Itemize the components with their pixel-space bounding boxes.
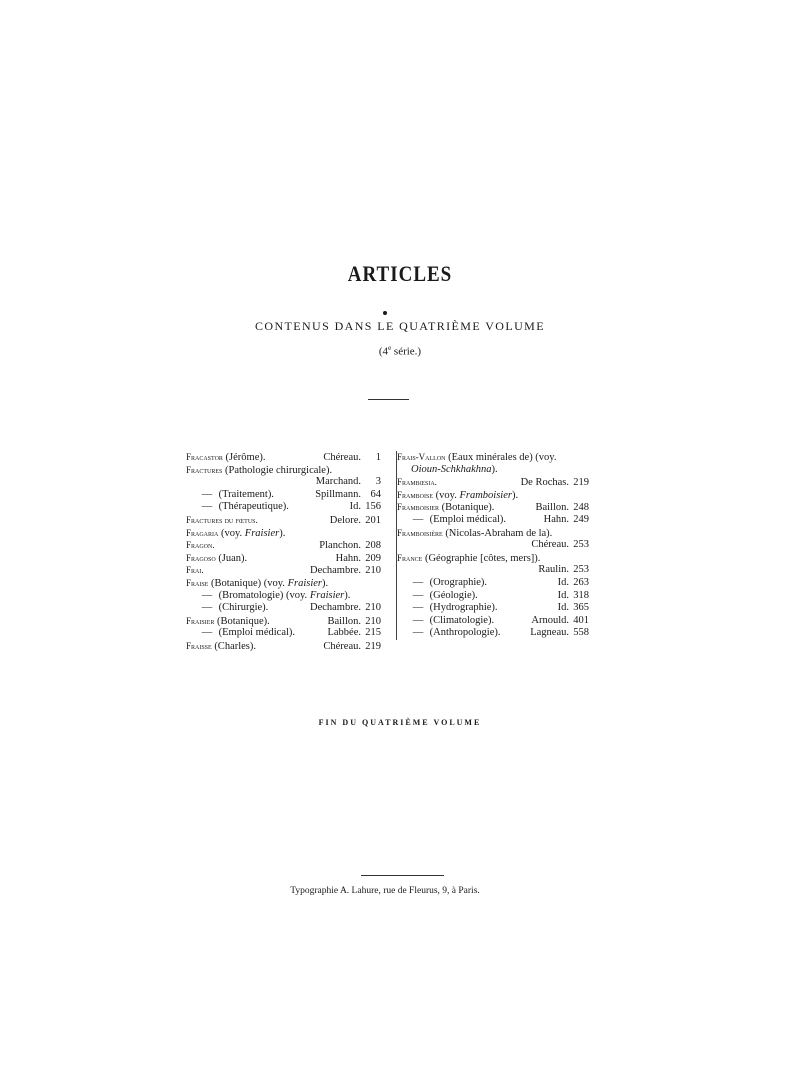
entry-author: Id. bbox=[349, 501, 361, 513]
entry-author: Hahn. bbox=[335, 552, 361, 564]
entry-author: Chéreau. bbox=[323, 640, 361, 652]
entry-subject: (Géologie). bbox=[427, 589, 478, 601]
index-entry bbox=[397, 627, 589, 640]
index-entry bbox=[186, 501, 381, 514]
entry-page: 210 bbox=[365, 615, 381, 627]
index-entry bbox=[397, 476, 589, 489]
entry-headword: Fraise bbox=[186, 577, 209, 588]
index-entry bbox=[186, 476, 381, 489]
entry-headword: Frambœsia. bbox=[397, 477, 437, 488]
entry-description bbox=[397, 464, 565, 477]
index-entry bbox=[186, 577, 381, 590]
entry-headword: Fraisse bbox=[186, 640, 212, 651]
index-entry bbox=[397, 590, 589, 603]
index-entry bbox=[397, 552, 589, 565]
entry-page: 558 bbox=[573, 627, 589, 639]
entry-headword: Fractures du fœtus. bbox=[186, 514, 258, 525]
entry-page: 253 bbox=[573, 564, 589, 576]
entry-headword: Framboise bbox=[397, 489, 434, 500]
series-suffix: série.) bbox=[391, 345, 422, 358]
series-prefix: (4 bbox=[378, 345, 389, 358]
entry-headword: Fractures bbox=[186, 464, 223, 475]
entry-description bbox=[397, 590, 554, 603]
entry-author: Baillon. bbox=[535, 502, 569, 514]
entry-headword: Framboisier bbox=[397, 502, 440, 513]
index-entry bbox=[397, 602, 589, 615]
entry-description bbox=[397, 615, 527, 628]
entry-description bbox=[397, 552, 565, 566]
entry-subject: (Hydrographie). bbox=[427, 602, 498, 614]
index-entry bbox=[186, 590, 381, 603]
page-title: ARTICLES bbox=[347, 262, 453, 287]
entry-description bbox=[186, 627, 323, 640]
entry-description bbox=[186, 564, 306, 578]
entry-description bbox=[186, 602, 306, 615]
entry-page: 215 bbox=[365, 627, 381, 639]
entry-subject: (Juan). bbox=[215, 552, 248, 564]
entry-author: Id. bbox=[557, 602, 569, 614]
entry-page: 208 bbox=[365, 540, 381, 552]
index-entry bbox=[186, 602, 381, 615]
entry-author: De Rochas. bbox=[520, 477, 569, 489]
divider-rule bbox=[368, 399, 409, 400]
entry-dash: — bbox=[412, 627, 424, 639]
entry-tail: ). bbox=[511, 489, 519, 501]
entry-subject: (Thérapeutique). bbox=[216, 501, 289, 513]
entry-description bbox=[186, 464, 357, 478]
entry-page: 219 bbox=[365, 640, 381, 652]
entry-description bbox=[397, 627, 526, 640]
entry-headword: Fragon. bbox=[186, 540, 215, 551]
entry-headword: Frai. bbox=[186, 565, 204, 576]
entry-description bbox=[397, 602, 554, 615]
entry-headword: Fraisier bbox=[186, 615, 215, 626]
entry-author: Hahn. bbox=[543, 513, 569, 525]
index-entry bbox=[186, 640, 381, 653]
index-entry bbox=[186, 527, 381, 540]
entry-page: 219 bbox=[573, 477, 589, 489]
index-column-left bbox=[186, 451, 381, 653]
entry-page: 210 bbox=[365, 602, 381, 614]
index-entry bbox=[186, 615, 381, 628]
entry-page: 1 bbox=[375, 452, 381, 463]
entry-subject: (Traitement). bbox=[216, 488, 274, 500]
index-entry bbox=[397, 615, 589, 628]
entry-description bbox=[397, 451, 565, 465]
entry-subject: (Botanique). bbox=[439, 502, 495, 514]
entry-subject: (Bromatologie) (voy. bbox=[216, 589, 310, 601]
entry-subject: (Eaux minérales de) (voy. bbox=[445, 452, 557, 463]
entry-description bbox=[397, 501, 531, 515]
entry-subject: (Jérôme). bbox=[222, 452, 266, 463]
entry-description bbox=[186, 577, 357, 591]
entry-author: Id. bbox=[557, 589, 569, 601]
entry-headword: Framboisière bbox=[397, 527, 443, 538]
entry-author: Dechambre. bbox=[309, 602, 361, 614]
entry-description bbox=[186, 514, 326, 528]
entry-dash: — bbox=[201, 488, 213, 500]
entry-dash: — bbox=[201, 589, 213, 601]
entry-page: 209 bbox=[365, 552, 381, 564]
footer-rule bbox=[361, 875, 444, 876]
entry-subject: (Orographie). bbox=[427, 576, 488, 588]
entry-author: Chéreau. bbox=[531, 539, 569, 551]
entry-page: 263 bbox=[573, 576, 589, 588]
entry-dash: — bbox=[412, 513, 424, 525]
entry-subject: (Charles). bbox=[211, 640, 257, 652]
entry-dash: — bbox=[412, 602, 424, 614]
entry-description bbox=[186, 501, 346, 514]
entry-subject: (Climatologie). bbox=[427, 614, 495, 626]
entry-headword: Fracastor bbox=[186, 452, 223, 462]
entry-description bbox=[186, 489, 311, 502]
index-entry bbox=[397, 451, 589, 464]
entry-page: 210 bbox=[365, 565, 381, 577]
entry-subject: (Géographie [côtes, mers]). bbox=[422, 552, 541, 564]
entry-author: Spillmann. bbox=[315, 488, 361, 500]
index-entry bbox=[186, 464, 381, 477]
entry-tail: ). bbox=[321, 577, 329, 589]
entry-subject: (Chirurgie). bbox=[216, 602, 269, 614]
printer-imprint: Typographie A. Lahure, rue de Fleurus, 9, à Paris. bbox=[290, 886, 480, 896]
entry-reference: Fraisier bbox=[309, 589, 345, 601]
entry-description bbox=[397, 577, 554, 590]
entry-reference: Fraisier bbox=[287, 577, 322, 589]
entry-page: 318 bbox=[573, 589, 589, 601]
entry-page: 64 bbox=[370, 488, 381, 500]
entry-page: 253 bbox=[573, 539, 589, 551]
entry-author: Lagneau. bbox=[530, 627, 569, 639]
page-subtitle: CONTENUS DANS LE QUATRIÈME VOLUME bbox=[255, 319, 545, 333]
entry-reference: Oioun-Schkhakhna bbox=[411, 463, 492, 475]
entry-author: Dechambre. bbox=[309, 565, 361, 577]
entry-page: 401 bbox=[573, 614, 589, 626]
index-entry bbox=[397, 464, 589, 477]
series-sup: e bbox=[388, 344, 392, 352]
entry-description bbox=[397, 514, 540, 527]
end-of-volume: FIN DU QUATRIÈME VOLUME bbox=[318, 718, 482, 727]
entry-description bbox=[397, 527, 565, 541]
entry-description bbox=[397, 476, 517, 490]
entry-author: Chéreau. bbox=[323, 452, 361, 463]
entry-headword: Frais-Vallon bbox=[397, 452, 446, 462]
entry-dash: — bbox=[201, 501, 213, 513]
entry-reference: Framboisier bbox=[459, 489, 512, 501]
entry-subject: (Nicolas-Abraham de la). bbox=[442, 527, 553, 539]
index-entry bbox=[186, 451, 381, 464]
entry-reference: Fraisier bbox=[244, 527, 280, 539]
index-entry bbox=[186, 489, 381, 502]
index-entry bbox=[397, 577, 589, 590]
entry-description bbox=[186, 527, 357, 541]
entry-description bbox=[186, 451, 319, 465]
entry-dash: — bbox=[201, 627, 213, 639]
index-entry bbox=[397, 527, 589, 540]
entry-author: Id. bbox=[557, 576, 569, 588]
index-entry bbox=[397, 514, 589, 527]
entry-subject: (Anthropologie). bbox=[427, 627, 501, 639]
entry-description bbox=[186, 615, 323, 629]
entry-author: Delore. bbox=[329, 514, 361, 526]
entry-tail: ). bbox=[491, 463, 498, 475]
entry-subject: (voy. bbox=[218, 527, 245, 539]
index-entry bbox=[186, 564, 381, 577]
index-entry bbox=[397, 564, 589, 577]
entry-page: 365 bbox=[573, 602, 589, 614]
entry-tail: ). bbox=[344, 589, 351, 601]
entry-description bbox=[186, 590, 357, 603]
entry-page: 249 bbox=[573, 513, 589, 525]
entry-headword: France bbox=[397, 552, 423, 563]
index-column-right bbox=[396, 451, 589, 640]
entry-subject: (Botanique) (voy. bbox=[208, 577, 288, 589]
entry-author: Raulin. bbox=[538, 564, 569, 576]
entry-subject: (Emploi médical). bbox=[427, 513, 507, 525]
entry-tail: ). bbox=[279, 527, 286, 539]
entry-page: 156 bbox=[365, 501, 381, 513]
entry-description bbox=[186, 640, 319, 654]
entry-author: Labbée. bbox=[327, 627, 361, 639]
entry-subject: (voy. bbox=[433, 489, 460, 501]
index-entry bbox=[186, 627, 381, 640]
decorative-dot bbox=[383, 311, 387, 315]
entry-dash: — bbox=[412, 576, 424, 588]
entry-subject: (Emploi médical). bbox=[216, 627, 296, 639]
entry-author: Baillon. bbox=[327, 615, 361, 627]
index-entry bbox=[397, 501, 589, 514]
entry-dash: — bbox=[412, 589, 424, 601]
entry-description bbox=[186, 552, 332, 566]
index-entry bbox=[397, 489, 589, 502]
entry-description bbox=[397, 489, 565, 503]
entry-dash: — bbox=[201, 602, 213, 614]
index-entry bbox=[186, 552, 381, 565]
entry-subject: (Pathologie chirurgicale). bbox=[222, 464, 333, 476]
entry-page: 201 bbox=[365, 514, 381, 526]
entry-headword: Fragoso bbox=[186, 552, 216, 563]
entry-dash: — bbox=[412, 614, 424, 626]
entry-description bbox=[186, 539, 315, 553]
index-entry bbox=[186, 514, 381, 527]
entry-author: Arnould. bbox=[531, 614, 569, 626]
series-note bbox=[0, 344, 800, 358]
index-entry bbox=[397, 539, 589, 552]
entry-author: Planchon. bbox=[319, 540, 361, 552]
entry-page: 3 bbox=[375, 476, 381, 488]
entry-author: Marchand. bbox=[315, 476, 361, 488]
entry-page: 248 bbox=[573, 502, 589, 514]
entry-subject: (Botanique). bbox=[214, 615, 270, 627]
index-entry bbox=[186, 539, 381, 552]
entry-headword: Fragaria bbox=[186, 527, 219, 538]
